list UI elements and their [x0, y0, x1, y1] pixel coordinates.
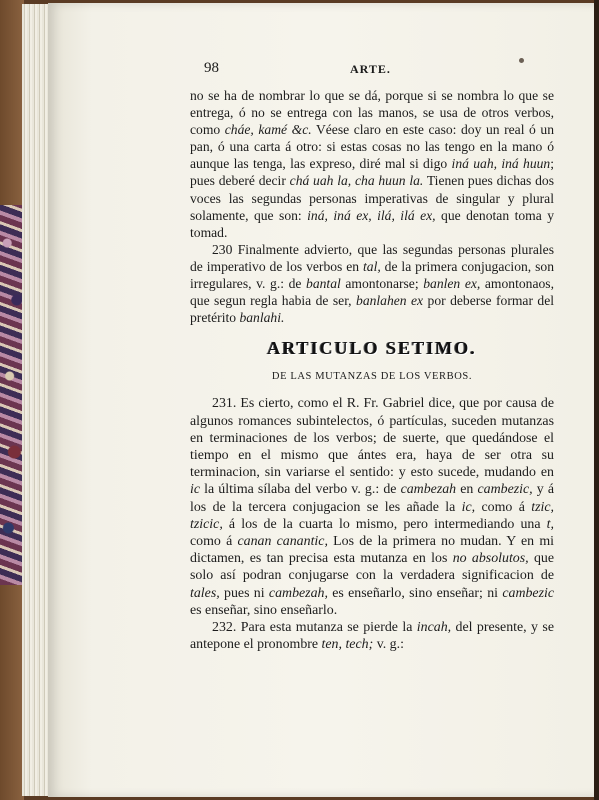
running-head: ARTE. [350, 62, 391, 76]
page-number: 98 [204, 60, 219, 76]
book-cover-board-top [0, 0, 24, 205]
paragraph-continuation: no se ha de nombrar lo que se dá, porque si se nombra lo que se entrega, ó no se entrega con las manos, se usa de otros verbos, como cháe, kamé &c. Véese claro en este caso: doy un real ó un pan, ó una carta á otro: si estas cosas no las tengo en la mano ó aunque las tenga, las expreso, diré mal si digo iná uah, iná huun; pues deberé decir chá uah la, cha huun la. Tienen pues dichas dos voces las segundas personas imperativas de singular y plural solamente, que son: iná, iná ex, ilá, ilá ex, que denotan toma y tomad. [190, 88, 555, 240]
paragraph-232: 232. Para esta mutanza se pierde la incah, del presente, y se antepone el pronombre ten, tech; v. g.: [190, 620, 554, 653]
scan-edge [594, 0, 599, 800]
paragraph-230: 230 Finalmente advierto, que las segundas personas plurales de imperativo de los verbos en tal, de la primera conjugacion, son irregulares, v. g.: de bantal amontonarse; banlen ex, amontonaos, que segun regla habia de ser, banlahen ex por deberse formar del pretérito banlahi. [190, 241, 555, 326]
page-header [190, 60, 554, 82]
article-subtitle: DE LAS MUTANZAS DE LOS VERBOS. [271, 371, 473, 383]
book-cover-board-bottom [0, 585, 24, 800]
article-title: ARTICULO SETIMO. [267, 338, 477, 359]
body-text [190, 87, 554, 653]
paragraph-231: 231. Es cierto, como el R. Fr. Gabriel dice, que por causa de algunos romances subintelectos, ó partículas, suceden mutanzas en terminaciones de los verbos; de suerte, que quedándose el tiempo en el mismo que ántes era, haya de ser otra su terminacion, sin variarse el sentido: y esto sucede, mudando en ic la última sílaba del verbo v. g.: de cambezah en cambezic, y á los de la tercera conjugacion se les añade la ic, como á tzic, tzicic, á los de la cuarta lo mismo, pero intermediando una t, como á canan canantic, Los de la primera no mudan. Y en mi dictamen, es tan precisa esta mutanza en los no absolutos, que solo así podran conjugarse con la verdadera significacion de tales, pues ni cambezah, es enseñarlo, sino enseñar; ni cambezic es enseñar, sino enseñarlo. [190, 396, 555, 618]
marbled-endpaper [0, 205, 24, 585]
